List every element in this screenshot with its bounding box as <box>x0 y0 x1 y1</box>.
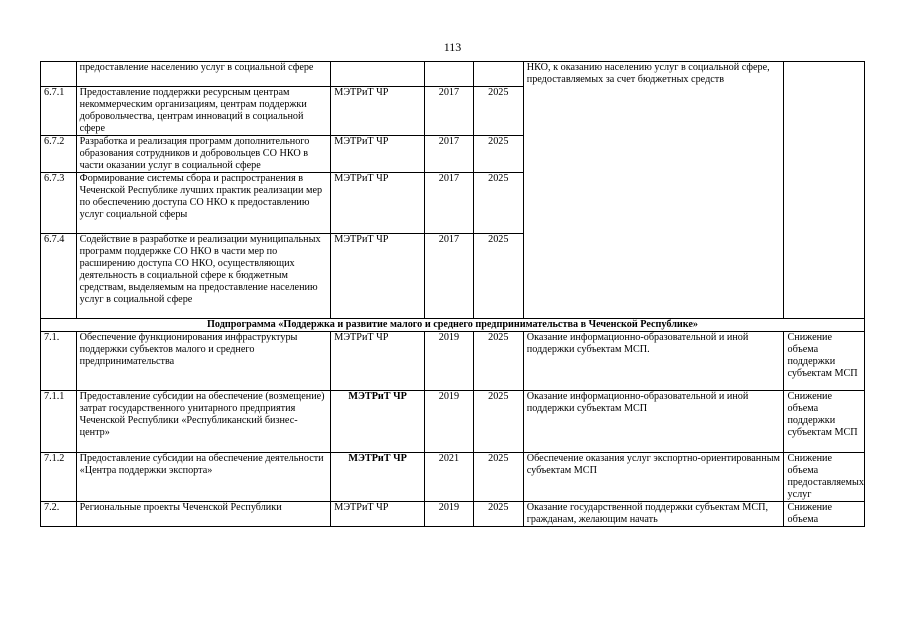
expected-result-cell: Обеспечение оказания услуг экспортно-ориентированным субъектам МСП <box>523 453 784 502</box>
year-start-cell: 2017 <box>424 234 473 319</box>
year-start-cell <box>424 62 473 87</box>
row-number-cell: 6.7.1 <box>41 87 77 136</box>
measure-name-cell: Предоставление субсидии на обеспечение деятельности «Центра поддержки экспорта» <box>76 453 331 502</box>
executor-cell <box>331 62 425 87</box>
executor-cell: МЭТРиТ ЧР <box>331 173 425 234</box>
measure-name-cell: Предоставление субсидии на обеспечение (возмещение) затрат государственного унитарного предприятия Чеченской Республики «Республиканский бизнес-центр» <box>76 391 331 453</box>
row-number-cell: 6.7.4 <box>41 234 77 319</box>
executor-cell: МЭТРиТ ЧР <box>331 234 425 319</box>
subprogram-title: Подпрограмма «Поддержка и развитие малого и среднего предпринимательства в Чеченской Республике» <box>41 319 865 332</box>
subprogram-heading-row <box>41 319 865 332</box>
indicator-cell: Снижение объема предоставляемых услуг <box>784 453 865 502</box>
year-start-cell: 2019 <box>424 332 473 391</box>
table-row <box>41 502 865 527</box>
measure-name-cell: Региональные проекты Чеченской Республики <box>76 502 331 527</box>
year-start-cell: 2017 <box>424 136 473 173</box>
executor-cell: МЭТРиТ ЧР <box>331 332 425 391</box>
row-number-cell: 6.7.3 <box>41 173 77 234</box>
year-end-cell: 2025 <box>473 87 523 136</box>
expected-result-cell: Оказание государственной поддержки субъектам МСП, гражданам, желающим начать <box>523 502 784 527</box>
executor-cell: МЭТРиТ ЧР <box>331 87 425 136</box>
indicator-cell: Снижение объема <box>784 502 865 527</box>
indicator-cell: Снижение объема поддержки субъектам МСП <box>784 391 865 453</box>
expected-result-cell: НКО, к оказанию населению услуг в социальной сфере, предоставляемых за счет бюджетных средств <box>523 62 784 319</box>
year-start-cell: 2017 <box>424 87 473 136</box>
measure-name-cell: Формирование системы сбора и распространения в Чеченской Республике лучших практик реализации мер по обеспечению доступа СО НКО к предоставлению услуг социальной сферы <box>76 173 331 234</box>
executor-cell: МЭТРиТ ЧР <box>331 453 425 502</box>
year-end-cell: 2025 <box>473 234 523 319</box>
year-start-cell: 2017 <box>424 173 473 234</box>
year-start-cell: 2019 <box>424 391 473 453</box>
measures-table <box>40 61 865 527</box>
row-number-cell: 7.1.1 <box>41 391 77 453</box>
row-number-cell: 7.2. <box>41 502 77 527</box>
measure-name-cell: Предоставление поддержки ресурсным центрам некоммерческим организациям, центрам поддержки добровольчества, центрам инноваций в социальной сфере <box>76 87 331 136</box>
measure-name-cell: Обеспечение функционирования инфраструктуры поддержки субъектов малого и среднего предпринимательства <box>76 332 331 391</box>
row-number-cell <box>41 62 77 87</box>
indicator-cell: Снижение объема поддержки субъектам МСП <box>784 332 865 391</box>
row-number-cell: 7.1. <box>41 332 77 391</box>
row-number-cell: 6.7.2 <box>41 136 77 173</box>
expected-result-cell: Оказание информационно-образовательной и иной поддержки субъектам МСП. <box>523 332 784 391</box>
year-end-cell: 2025 <box>473 173 523 234</box>
executor-cell: МЭТРиТ ЧР <box>331 136 425 173</box>
page-number: 113 <box>443 40 462 54</box>
measure-name-cell: Разработка и реализация программ дополнительного образования сотрудников и добровольцев СО НКО в части оказании услуг в социальной сфере <box>76 136 331 173</box>
year-end-cell: 2025 <box>473 136 523 173</box>
executor-cell: МЭТРиТ ЧР <box>331 391 425 453</box>
table-row <box>41 453 865 502</box>
measure-name-cell: предоставление населению услуг в социальной сфере <box>76 62 331 87</box>
table-row <box>41 391 865 453</box>
year-start-cell: 2019 <box>424 502 473 527</box>
year-end-cell: 2025 <box>473 391 523 453</box>
expected-result-cell: Оказание информационно-образовательной и иной поддержки субъектам МСП <box>523 391 784 453</box>
year-end-cell <box>473 62 523 87</box>
table-row <box>41 332 865 391</box>
row-number-cell: 7.1.2 <box>41 453 77 502</box>
year-end-cell: 2025 <box>473 332 523 391</box>
year-end-cell: 2025 <box>473 502 523 527</box>
measure-name-cell: Содействие в разработке и реализации муниципальных программ поддержке СО НКО в части мер по расширению доступа СО НКО, осуществляющих деятельность в социальной сфере к бюджетным средствам, выделяемым на предоставление населению услуг в социальной сфере <box>76 234 331 319</box>
executor-cell: МЭТРиТ ЧР <box>331 502 425 527</box>
year-end-cell: 2025 <box>473 453 523 502</box>
table-row-continued <box>41 62 865 87</box>
indicator-cell <box>784 62 865 319</box>
year-start-cell: 2021 <box>424 453 473 502</box>
